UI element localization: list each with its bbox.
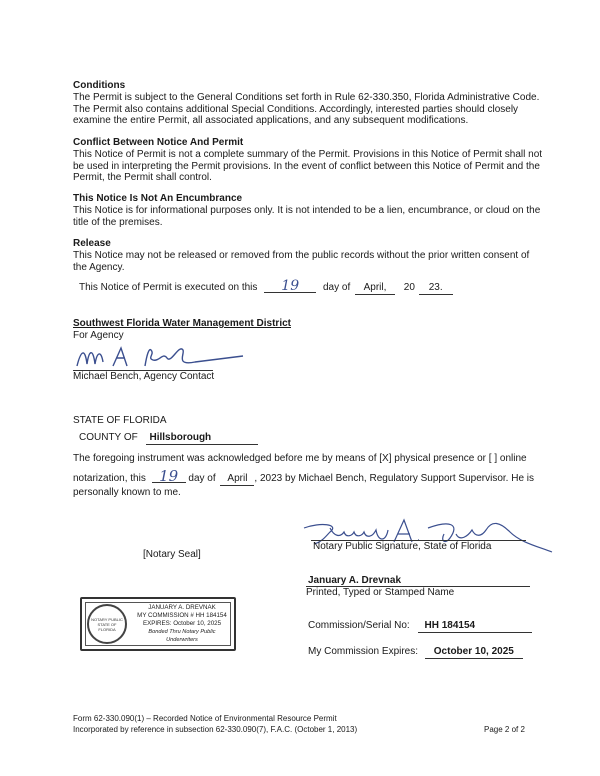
notary-signature-caption: Notary Public Signature, State of Florida <box>313 541 492 552</box>
printed-name-caption: Printed, Typed or Stamped Name <box>306 587 455 598</box>
conflict-text: This Notice of Permit is not a complete summary of the Permit. Provisions in this Notice of Permit shall not be used in interpreting the Permit provisions. In the event of conflict between this Notice of Permit and the Permit, the Permit shall control. <box>73 149 543 183</box>
serial-label: Commission/Serial No: <box>308 620 410 631</box>
footer-line-1: Form 62-330.090(1) – Recorded Notice of Environmental Resource Permit <box>73 714 337 723</box>
expires-line <box>308 646 523 659</box>
ack-suffix: , 2023 by Michael Bench, Regulatory Support Supervisor. He is <box>254 473 535 484</box>
agency-signature-icon <box>75 340 250 374</box>
execution-day-label: day of <box>322 282 351 293</box>
execution-year-prefix: 20 <box>403 282 415 293</box>
release-heading: Release <box>73 238 111 249</box>
execution-year: 23. <box>419 282 453 295</box>
ack-day-label: day of <box>188 473 216 484</box>
encumbrance-section <box>73 193 543 228</box>
notary-stamp <box>80 597 236 651</box>
conflict-section <box>73 137 543 184</box>
notary-seal-label: [Notary Seal] <box>143 549 201 560</box>
serial-value: HH 184154 <box>418 620 532 633</box>
ack-day: 19 <box>152 470 186 483</box>
expires-value: October 10, 2025 <box>425 646 523 659</box>
ack-line-1: The foregoing instrument was acknowledged before me by means of [X] physical presence or [ ] online <box>73 453 527 464</box>
footer-line-2: Incorporated by reference in subsection 62-330.090(7), F.A.C. (October 1, 2013) <box>73 725 358 734</box>
conflict-heading: Conflict Between Notice And Permit <box>73 137 244 148</box>
agency-for: For Agency <box>73 330 124 341</box>
notary-seal-icon: NOTARY PUBLIC STATE OF FLORIDA <box>87 604 127 644</box>
release-text: This Notice may not be released or removed from the public records without the prior written consent of the Agency. <box>73 250 530 273</box>
agency-block <box>73 318 291 342</box>
stamp-text <box>132 604 232 644</box>
stamp-line-2: MY COMMISSION # HH 184154 <box>137 612 227 619</box>
conditions-section <box>73 80 543 127</box>
county-label: COUNTY OF <box>79 432 138 443</box>
ack-line-3: personally known to me. <box>73 487 181 498</box>
execution-prefix: This Notice of Permit is executed on this <box>79 282 258 293</box>
footer-page: Page 2 of 2 <box>484 725 525 734</box>
notary-printed-name: January A. Drevnak <box>308 575 402 586</box>
agency-signer: Michael Bench, Agency Contact <box>73 371 215 382</box>
expires-label: My Commission Expires: <box>308 646 419 657</box>
encumbrance-heading: This Notice Is Not An Encumbrance <box>73 193 243 204</box>
ack-line-2 <box>73 467 535 486</box>
execution-day: 19 <box>264 280 316 293</box>
execution-month: April, <box>355 282 395 295</box>
ack-prefix: notarization, this <box>73 473 146 484</box>
notary-state: STATE OF FLORIDA <box>73 415 167 426</box>
serial-line <box>308 620 532 633</box>
execution-line <box>79 280 453 295</box>
release-section <box>73 238 543 273</box>
county-value: Hillsborough <box>146 432 258 445</box>
county-line <box>79 432 258 445</box>
stamp-line-3: EXPIRES: October 10, 2025 <box>142 620 222 627</box>
conditions-heading: Conditions <box>73 80 126 91</box>
agency-name: Southwest Florida Water Management District <box>73 318 291 329</box>
stamp-line-1: JANUARY A. DREVNAK <box>148 604 216 611</box>
conditions-text: The Permit is subject to the General Conditions set forth in Rule 62-330.350, Florida Administrative Code. The Permit also contains additional Special Conditions. Accordingly, interested parties should closely examine the entire Permit, all associated applications, and any subsequent modifications. <box>73 92 540 126</box>
ack-month: April <box>220 473 254 486</box>
encumbrance-text: This Notice is for informational purposes only. It is not intended to be a lien, encumbrance, or cloud on the title of the premises. <box>73 205 541 228</box>
stamp-line-4: Bonded Thru Notary Public Underwriters <box>148 629 216 643</box>
